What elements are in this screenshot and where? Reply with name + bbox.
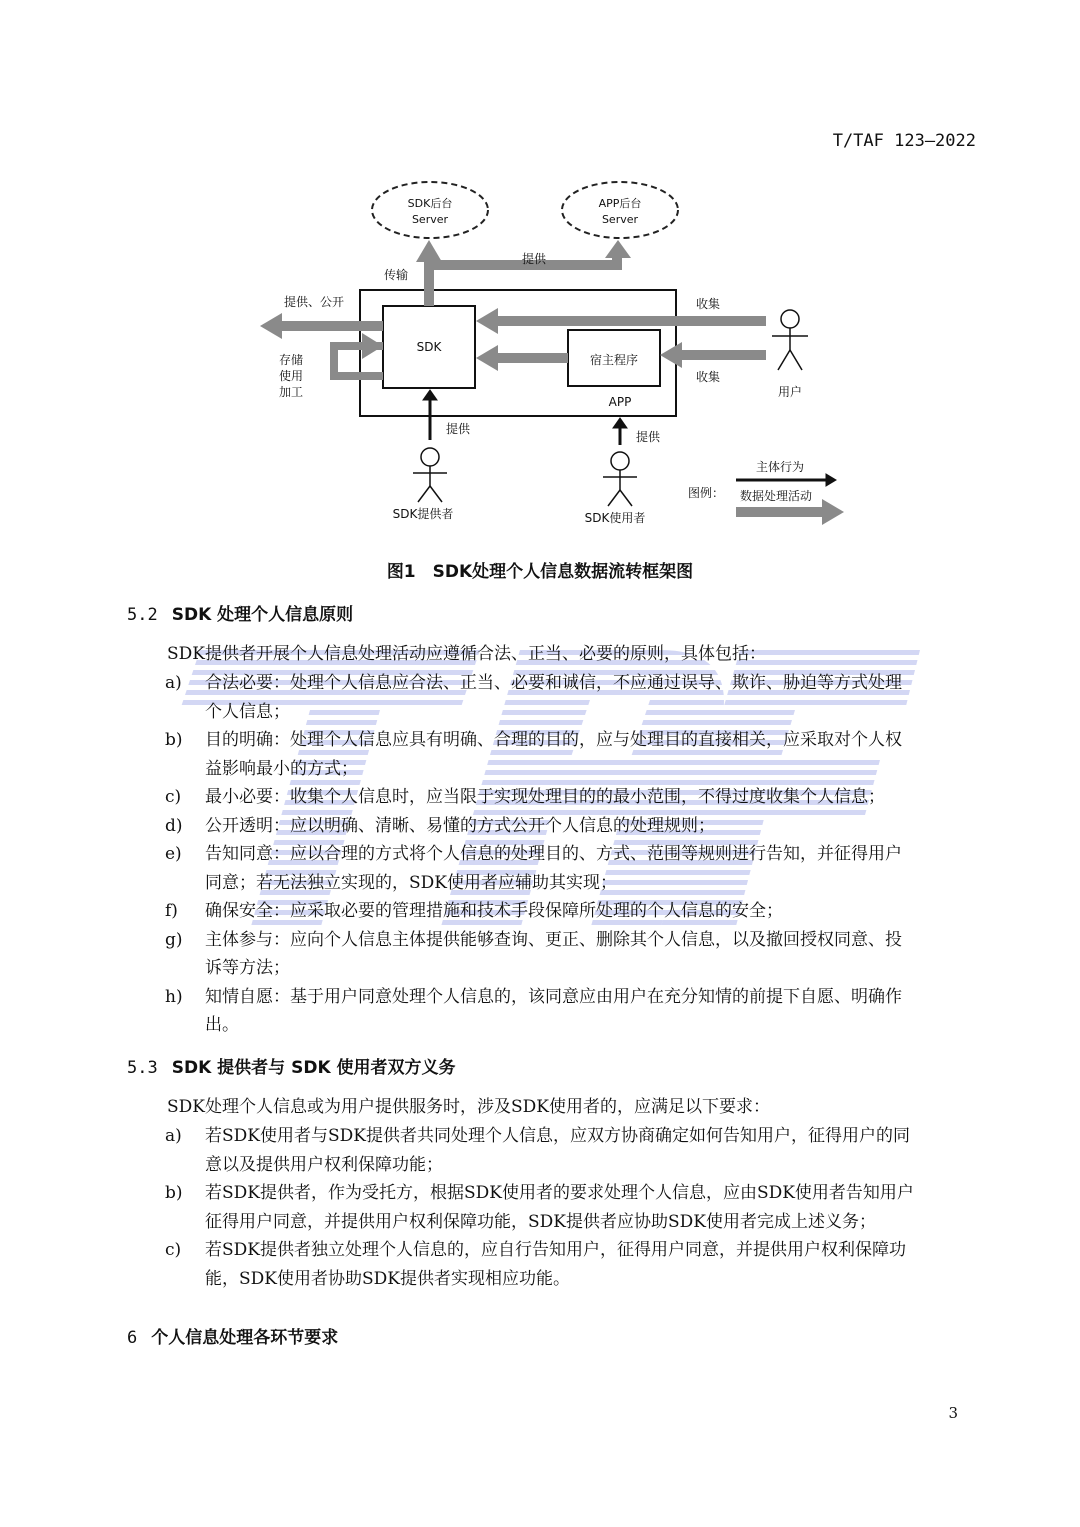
section-number: 6 — [127, 1328, 138, 1348]
label-user: 用户 — [777, 385, 803, 399]
list-item — [165, 1179, 980, 1236]
label-storage-3: 加工 — [279, 385, 304, 399]
list-item — [165, 726, 980, 783]
label-storage-1: 存储 — [279, 353, 304, 367]
sdk-user-figure — [603, 452, 637, 506]
section-5-3-heading — [127, 1053, 456, 1078]
sdk-provider-figure — [413, 448, 447, 502]
list-item — [165, 1236, 980, 1293]
app-server-label-1: APP后台 — [598, 197, 642, 210]
app-server-node — [562, 182, 678, 238]
svg-text:加工 — [279, 384, 303, 399]
label-collect-2: 收集 — [696, 370, 721, 384]
user-figure — [772, 310, 808, 370]
section-title: 个人信息处理各环节要求 — [151, 1328, 339, 1348]
section-title: SDK 提供者与 SDK 使用者双方义务 — [171, 1058, 456, 1078]
item-label: d) — [165, 815, 183, 836]
label-provide-left: 提供 — [446, 422, 471, 436]
page-number: 3 — [948, 1404, 958, 1422]
item-line: 益影响最小的方式； — [205, 758, 358, 779]
label-sdk-provider: SDK提供者 — [392, 507, 454, 521]
label-provide-right: 提供 — [636, 430, 661, 444]
list-item — [165, 897, 980, 926]
item-line: 合法必要：处理个人信息应合法、正当、必要和诚信，不应通过误导、欺诈、胁迫等方式处理 — [205, 673, 902, 693]
list-item — [165, 812, 980, 841]
item-line: 诉等方法； — [205, 958, 290, 978]
item-line: 最小必要：收集个人信息时，应当限于实现处理目的的最小范围，不得过度收集个人信息； — [205, 787, 885, 807]
item-line: 能，SDK使用者协助SDK提供者实现相应功能。 — [205, 1268, 570, 1289]
sdk-data-flow-diagram — [250, 170, 870, 540]
item-line: 意以及提供用户权利保障功能； — [205, 1154, 443, 1175]
item-label: b) — [165, 730, 183, 750]
sdk-label: SDK — [416, 340, 442, 354]
section-5-2-intro: SDK提供者开展个人信息处理活动应遵循合法、正当、必要的原则，具体包括： — [167, 644, 766, 664]
item-label: f) — [165, 901, 178, 921]
item-line: 知情自愿：基于用户同意处理个人信息的，该同意应由用户在充分知情的前提下自愿、明确作 — [205, 986, 902, 1007]
item-label: c) — [165, 787, 182, 807]
item-line: 主体参与：应向个人信息主体提供能够查询、更正、删除其个人信息，以及撤回授权同意、投 — [205, 929, 902, 950]
label-transfer: 传输 — [384, 268, 409, 282]
item-line: 确保安全：应采取必要的管理措施和技术手段保障所处理的个人信息的安全； — [205, 901, 783, 921]
svg-text:存储 — [279, 352, 303, 367]
label-sdk-user: SDK使用者 — [584, 511, 646, 525]
item-label: c) — [165, 1240, 182, 1260]
item-line: 公开透明：应以明确、清晰、易懂的方式公开个人信息的处理规则； — [205, 815, 715, 836]
sdk-server-label-2: Server — [411, 213, 449, 226]
item-line: 告知同意：应以合理的方式将个人信息的处理目的、方式、范围等规则进行告知，并征得用户 — [205, 844, 902, 864]
list-item — [165, 783, 980, 812]
section-5-3-list — [165, 1122, 980, 1293]
host-app-label: 宿主程序 — [589, 353, 639, 367]
app-label: APP — [608, 395, 632, 409]
section-5-3-intro: SDK处理个人信息或为用户提供服务时，涉及SDK使用者的，应满足以下要求： — [167, 1097, 770, 1117]
svg-text:Server — [602, 213, 639, 226]
app-server-label-2: Server — [601, 213, 639, 226]
item-line: 个人信息； — [205, 701, 290, 722]
list-item — [165, 669, 980, 726]
section-5-2-list — [165, 669, 980, 1040]
svg-text:APP后台 — [599, 197, 642, 210]
svg-text:使用 — [279, 368, 303, 383]
figure-caption: 图1 SDK处理个人信息数据流转框架图 — [386, 562, 694, 582]
section-number: 5.3 — [127, 1058, 158, 1078]
item-line: 同意；若无法独立实现的，SDK使用者应辅助其实现； — [205, 872, 617, 893]
item-line: 出。 — [205, 1015, 239, 1035]
sdk-server-node — [372, 182, 488, 238]
legend-title: 图例： — [688, 486, 725, 500]
legend-data: 数据处理活动 — [740, 489, 813, 503]
section-title: SDK 处理个人信息原则 — [171, 605, 354, 625]
list-item — [165, 926, 980, 983]
item-line: 征得用户同意，并提供用户权利保障功能，SDK提供者应协助SDK使用者完成上述义务； — [205, 1211, 876, 1232]
sdk-server-label-1: SDK后台 — [407, 197, 453, 210]
label-provide-top: 提供 — [522, 252, 547, 266]
svg-text:Server — [412, 213, 449, 226]
item-line: 目的明确：处理个人信息应具有明确、合理的目的，应与处理目的直接相关，应采取对个人权 — [205, 730, 902, 750]
item-label: e) — [165, 844, 182, 864]
section-number: 5.2 — [127, 605, 158, 625]
item-label: b) — [165, 1183, 183, 1203]
legend-actor: 主体行为 — [756, 460, 805, 474]
item-label: g) — [165, 929, 183, 950]
list-item — [165, 840, 980, 897]
item-line: 若SDK提供者，作为受托方，根据SDK使用者的要求处理个人信息，应由SDK使用者告知用户 — [205, 1183, 914, 1203]
label-storage-2: 使用 — [279, 369, 304, 383]
item-line: 若SDK使用者与SDK提供者共同处理个人信息，应双方协商确定如何告知用户，征得用户的同 — [205, 1126, 910, 1146]
item-line: 若SDK提供者独立处理个人信息的，应自行告知用户，征得用户同意，并提供用户权利保障功 — [205, 1240, 906, 1260]
label-collect-1: 收集 — [696, 297, 721, 311]
svg-text:SDK后台 — [408, 197, 453, 210]
item-label: h) — [165, 986, 183, 1007]
item-label: a) — [165, 673, 182, 693]
label-provide-public: 提供、公开 — [284, 295, 345, 309]
list-item — [165, 1122, 980, 1179]
section-5-2-heading — [127, 600, 353, 625]
list-item — [165, 983, 980, 1040]
section-6-heading — [127, 1323, 338, 1348]
document-code: T/TAF 123—2022 — [832, 131, 976, 151]
item-label: a) — [165, 1126, 182, 1146]
